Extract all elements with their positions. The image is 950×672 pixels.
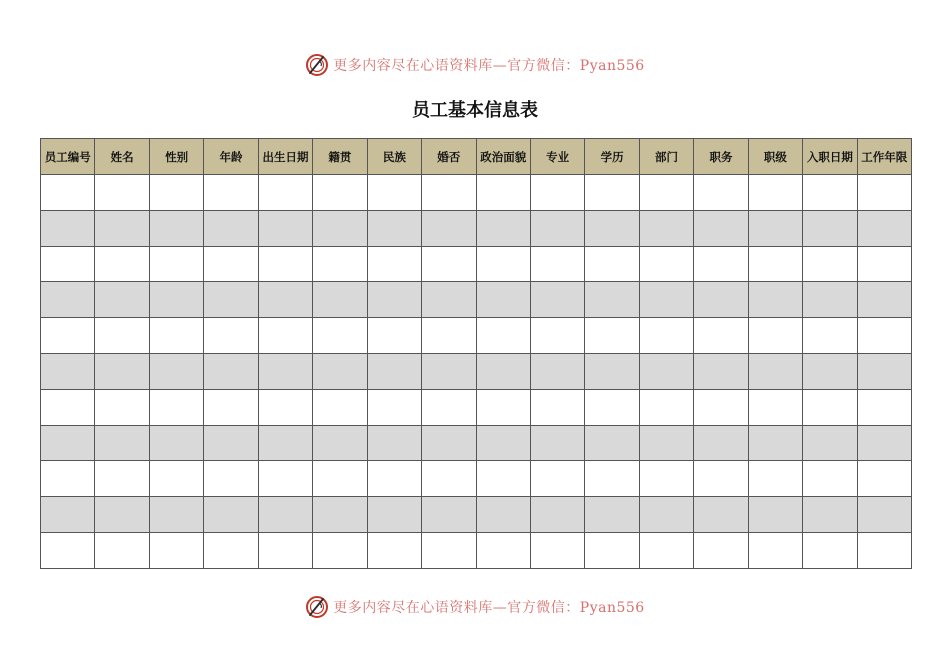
table-cell[interactable] (313, 210, 367, 246)
column-header: 员工编号 (41, 139, 95, 175)
table-cell[interactable] (857, 282, 911, 318)
document-title: 员工基本信息表 (412, 100, 538, 121)
table-row (41, 532, 912, 568)
column-header: 职级 (748, 139, 802, 175)
table-cell[interactable] (748, 461, 802, 497)
watermark-text: 更多内容尽在心语资料库—官方微信：Pyan556 (333, 600, 645, 616)
table-cell[interactable] (258, 318, 312, 354)
table-cell[interactable] (313, 497, 367, 533)
table-cell[interactable] (258, 353, 312, 389)
table-cell[interactable] (95, 246, 149, 282)
table-cell[interactable] (803, 282, 857, 318)
table-cell[interactable] (149, 318, 203, 354)
table-cell[interactable] (639, 389, 693, 425)
table-cell[interactable] (694, 175, 748, 211)
watermark-top (0, 51, 950, 79)
column-header: 入职日期 (803, 139, 857, 175)
table-cell[interactable] (204, 497, 258, 533)
table-cell[interactable] (857, 210, 911, 246)
table-cell[interactable] (803, 497, 857, 533)
table-cell[interactable] (476, 246, 530, 282)
table-cell[interactable] (258, 389, 312, 425)
table-cell[interactable] (41, 318, 95, 354)
table-cell[interactable] (258, 282, 312, 318)
table-cell[interactable] (367, 246, 421, 282)
table-cell[interactable] (41, 282, 95, 318)
table-cell[interactable] (803, 425, 857, 461)
table-cell[interactable] (530, 318, 584, 354)
table-cell[interactable] (694, 318, 748, 354)
table-cell[interactable] (41, 425, 95, 461)
column-header: 婚否 (422, 139, 476, 175)
table-cell[interactable] (41, 175, 95, 211)
table-cell[interactable] (367, 425, 421, 461)
table-cell[interactable] (422, 246, 476, 282)
table-cell[interactable] (313, 389, 367, 425)
table-cell[interactable] (476, 532, 530, 568)
table-cell[interactable] (530, 210, 584, 246)
table-cell[interactable] (204, 425, 258, 461)
table-cell[interactable] (476, 461, 530, 497)
table-cell[interactable] (857, 389, 911, 425)
table-header-row (41, 139, 912, 175)
table-cell[interactable] (694, 210, 748, 246)
table-cell[interactable] (803, 246, 857, 282)
table-cell[interactable] (639, 318, 693, 354)
table-cell[interactable] (585, 389, 639, 425)
column-header: 性别 (149, 139, 203, 175)
table-cell[interactable] (857, 532, 911, 568)
table-cell[interactable] (95, 353, 149, 389)
table-cell[interactable] (857, 497, 911, 533)
table-cell[interactable] (95, 210, 149, 246)
table-cell[interactable] (95, 497, 149, 533)
table-cell[interactable] (204, 210, 258, 246)
table-cell[interactable] (367, 353, 421, 389)
table-cell[interactable] (639, 353, 693, 389)
table-cell[interactable] (476, 318, 530, 354)
column-header: 职务 (694, 139, 748, 175)
table-cell[interactable] (857, 175, 911, 211)
employee-info-table (40, 138, 912, 569)
column-header: 姓名 (95, 139, 149, 175)
table-cell[interactable] (585, 353, 639, 389)
table-cell[interactable] (748, 532, 802, 568)
table-cell[interactable] (258, 425, 312, 461)
table-cell[interactable] (149, 532, 203, 568)
table-row (41, 210, 912, 246)
table-cell[interactable] (530, 353, 584, 389)
table-cell[interactable] (476, 175, 530, 211)
table-cell[interactable] (313, 282, 367, 318)
table-cell[interactable] (639, 210, 693, 246)
table-cell[interactable] (694, 389, 748, 425)
table-cell[interactable] (585, 425, 639, 461)
table-cell[interactable] (204, 282, 258, 318)
table-cell[interactable] (857, 425, 911, 461)
column-header: 部门 (639, 139, 693, 175)
table-cell[interactable] (857, 353, 911, 389)
table-cell[interactable] (530, 282, 584, 318)
table-row (41, 353, 912, 389)
table-cell[interactable] (639, 246, 693, 282)
table-cell[interactable] (149, 353, 203, 389)
table-cell[interactable] (748, 389, 802, 425)
table-cell[interactable] (313, 461, 367, 497)
table-cell[interactable] (694, 425, 748, 461)
table-row (41, 389, 912, 425)
table-cell[interactable] (803, 389, 857, 425)
table-cell[interactable] (258, 210, 312, 246)
table-cell[interactable] (258, 497, 312, 533)
column-header: 出生日期 (258, 139, 312, 175)
table-cell[interactable] (748, 353, 802, 389)
table-cell[interactable] (476, 353, 530, 389)
table-cell[interactable] (694, 461, 748, 497)
table-cell[interactable] (422, 497, 476, 533)
table-cell[interactable] (803, 210, 857, 246)
table-cell[interactable] (639, 532, 693, 568)
table-cell[interactable] (748, 282, 802, 318)
table-cell[interactable] (803, 175, 857, 211)
table-cell[interactable] (422, 353, 476, 389)
table-cell[interactable] (422, 532, 476, 568)
table-row (41, 282, 912, 318)
table-cell[interactable] (149, 282, 203, 318)
table-cell[interactable] (95, 425, 149, 461)
table-cell[interactable] (803, 353, 857, 389)
column-header: 年龄 (204, 139, 258, 175)
table-cell[interactable] (204, 389, 258, 425)
table-cell[interactable] (748, 210, 802, 246)
table-cell[interactable] (313, 318, 367, 354)
table-cell[interactable] (41, 461, 95, 497)
table-cell[interactable] (803, 318, 857, 354)
table-cell[interactable] (530, 246, 584, 282)
table-cell[interactable] (95, 461, 149, 497)
table-cell[interactable] (204, 532, 258, 568)
watermark-text: 更多内容尽在心语资料库—官方微信：Pyan556 (333, 58, 645, 74)
table-cell[interactable] (367, 461, 421, 497)
table-cell[interactable] (748, 246, 802, 282)
column-header: 工作年限 (857, 139, 911, 175)
table-cell[interactable] (585, 461, 639, 497)
table-cell[interactable] (748, 318, 802, 354)
table-cell[interactable] (639, 425, 693, 461)
table-cell[interactable] (422, 175, 476, 211)
table-cell[interactable] (422, 425, 476, 461)
table-cell[interactable] (367, 497, 421, 533)
feather-logo-icon (305, 595, 329, 619)
table-cell[interactable] (694, 532, 748, 568)
table-cell[interactable] (585, 282, 639, 318)
table-cell[interactable] (95, 175, 149, 211)
table-body (41, 175, 912, 569)
table-row (41, 425, 912, 461)
table-cell[interactable] (476, 210, 530, 246)
table-cell[interactable] (639, 497, 693, 533)
table-cell[interactable] (313, 175, 367, 211)
table-cell[interactable] (530, 497, 584, 533)
table-row (41, 497, 912, 533)
table-cell[interactable] (95, 318, 149, 354)
table-cell[interactable] (694, 246, 748, 282)
table-cell[interactable] (149, 497, 203, 533)
column-header: 专业 (530, 139, 584, 175)
table-cell[interactable] (95, 282, 149, 318)
table-cell[interactable] (857, 461, 911, 497)
table-cell[interactable] (585, 532, 639, 568)
table-cell[interactable] (585, 246, 639, 282)
table-cell[interactable] (41, 497, 95, 533)
table-cell[interactable] (476, 497, 530, 533)
table-cell[interactable] (258, 175, 312, 211)
table-cell[interactable] (585, 318, 639, 354)
column-header: 籍贯 (313, 139, 367, 175)
table-cell[interactable] (639, 282, 693, 318)
table-cell[interactable] (41, 246, 95, 282)
table-cell[interactable] (367, 389, 421, 425)
table-cell[interactable] (476, 425, 530, 461)
table-cell[interactable] (313, 532, 367, 568)
table-cell[interactable] (857, 318, 911, 354)
table-cell[interactable] (149, 389, 203, 425)
table-cell[interactable] (204, 353, 258, 389)
table-cell[interactable] (367, 282, 421, 318)
table-cell[interactable] (585, 175, 639, 211)
table-cell[interactable] (422, 210, 476, 246)
table-cell[interactable] (41, 210, 95, 246)
table-cell[interactable] (41, 353, 95, 389)
table-row (41, 318, 912, 354)
table-cell[interactable] (313, 425, 367, 461)
table-cell[interactable] (204, 318, 258, 354)
table-row (41, 246, 912, 282)
table-cell[interactable] (258, 461, 312, 497)
table-cell[interactable] (367, 210, 421, 246)
table-cell[interactable] (422, 461, 476, 497)
table-cell[interactable] (149, 210, 203, 246)
table-cell[interactable] (530, 461, 584, 497)
table-cell[interactable] (803, 532, 857, 568)
table-cell[interactable] (639, 175, 693, 211)
table-cell[interactable] (530, 425, 584, 461)
table-row (41, 175, 912, 211)
table-cell[interactable] (585, 497, 639, 533)
table-cell[interactable] (694, 353, 748, 389)
table-cell[interactable] (803, 461, 857, 497)
feather-logo-icon (305, 53, 329, 77)
table-cell[interactable] (585, 210, 639, 246)
column-header: 民族 (367, 139, 421, 175)
table-cell[interactable] (313, 246, 367, 282)
table-cell[interactable] (422, 318, 476, 354)
table-cell[interactable] (149, 175, 203, 211)
table-cell[interactable] (258, 246, 312, 282)
table-cell[interactable] (530, 389, 584, 425)
table-cell[interactable] (476, 389, 530, 425)
table-cell[interactable] (422, 389, 476, 425)
table-cell[interactable] (204, 461, 258, 497)
table-cell[interactable] (857, 246, 911, 282)
table-cell[interactable] (41, 532, 95, 568)
column-header: 学历 (585, 139, 639, 175)
column-header: 政治面貌 (476, 139, 530, 175)
table-cell[interactable] (476, 282, 530, 318)
table-cell[interactable] (530, 532, 584, 568)
table-cell[interactable] (694, 282, 748, 318)
table-cell[interactable] (149, 246, 203, 282)
table-cell[interactable] (204, 246, 258, 282)
table-cell[interactable] (149, 461, 203, 497)
table-cell[interactable] (367, 318, 421, 354)
table-cell[interactable] (748, 425, 802, 461)
table-cell[interactable] (204, 175, 258, 211)
table-cell[interactable] (41, 389, 95, 425)
watermark-bottom (0, 593, 950, 621)
table-cell[interactable] (367, 175, 421, 211)
table-cell[interactable] (95, 532, 149, 568)
table-cell[interactable] (530, 175, 584, 211)
table-cell[interactable] (367, 532, 421, 568)
table-cell[interactable] (95, 389, 149, 425)
table-cell[interactable] (422, 282, 476, 318)
table-cell[interactable] (748, 175, 802, 211)
table-cell[interactable] (694, 497, 748, 533)
table-cell[interactable] (149, 425, 203, 461)
table-cell[interactable] (639, 461, 693, 497)
table-cell[interactable] (258, 532, 312, 568)
table-cell[interactable] (313, 353, 367, 389)
table-cell[interactable] (748, 497, 802, 533)
table-row (41, 461, 912, 497)
